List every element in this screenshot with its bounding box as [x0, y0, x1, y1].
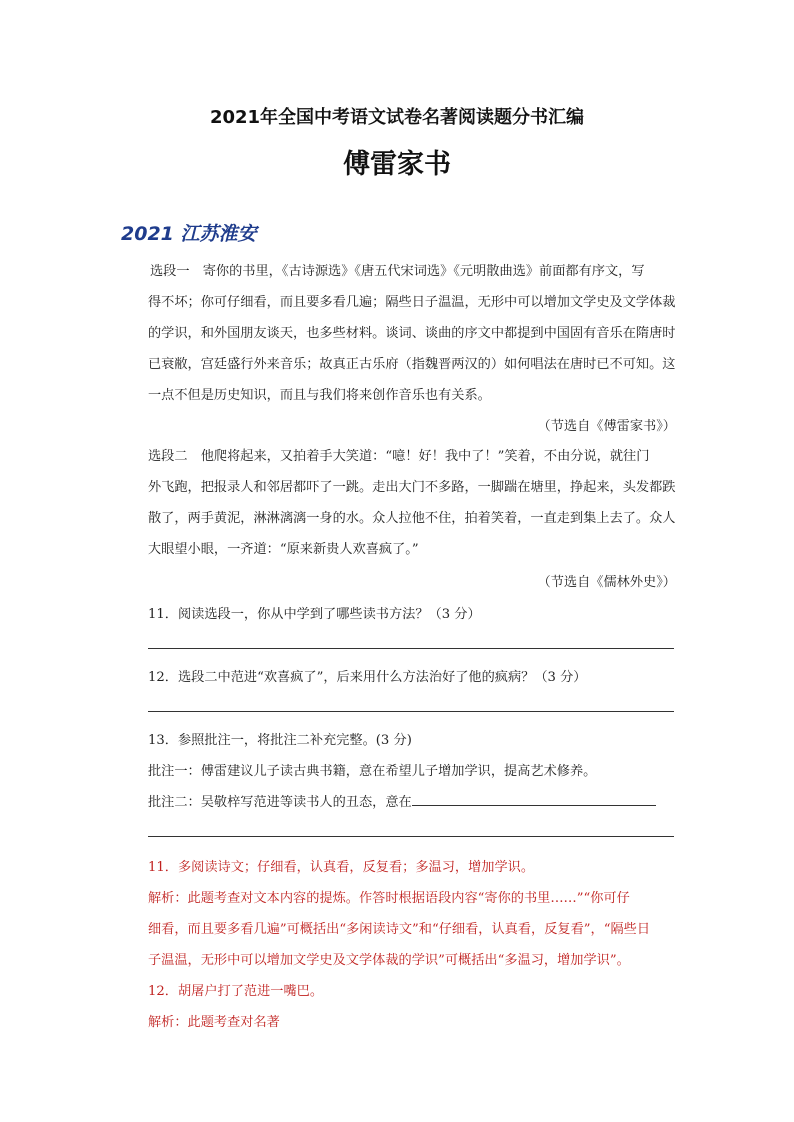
annotation-1: 批注一：傅雷建议儿子读古典书籍，意在希望儿子增加学识，提高艺术修养。 [148, 764, 597, 779]
annotation-2-text: 批注二：吴敬梓写范进等读书人的丑态，意在 [148, 795, 412, 810]
passage-1-line: 得不坏；你可仔细看，而且要多看几遍；隔些日子温温，无形中可以增加文学史及文学体裁 [148, 295, 676, 310]
passage-2-source: （节选自《儒林外史》） [537, 575, 676, 590]
passage-2-line: 散了，两手黄泥，淋淋漓漓一身的水。众人拉他不住，拍着笑着，一直走到集上去了。众人 [148, 511, 676, 526]
passage-1 [148, 256, 676, 411]
passage-2-line: 选段二 他爬将起来，又拍着手大笑道：“噫！好！我中了！”笑着，不由分说，就往门 [148, 449, 650, 464]
answer-blank[interactable] [412, 793, 656, 806]
passage-2 [148, 441, 676, 565]
passage-2-line: 大眼望小眼，一齐道：“原来新贵人欢喜疯了。” [148, 542, 419, 557]
passage-1-line: 已衰敝，宫廷盛行外来音乐；故真正古乐府（指魏晋两汉的）如何唱法在唐时已不可知。这 [148, 357, 676, 372]
passage-1-source: （节选自《傅雷家书》） [537, 419, 676, 434]
passage-2-line: 外飞跑，把报录人和邻居都吓了一跳。走出大门不多路，一脚踹在塘里，挣起来，头发都跌 [148, 480, 676, 495]
question-12: 12．选段二中范进“欢喜疯了”，后来用什么方法治好了他的疯病？（3 分） [148, 670, 587, 685]
book-title: 傅雷家书 [343, 149, 451, 180]
answer-line[interactable] [148, 711, 674, 712]
passage-1-line: 一点不但是历史知识，而且与我们将来创作音乐也有关系。 [148, 388, 491, 403]
document-title: 2021年全国中考语文试卷名著阅读题分书汇编 [209, 107, 585, 128]
answer-line[interactable] [148, 836, 674, 837]
annotation-2 [148, 791, 656, 810]
section-heading: 2021 江苏淮安 [121, 223, 257, 245]
question-13: 13．参照批注一，将批注二补充完整。(3 分) [148, 733, 412, 748]
analysis-12: 解析：此题考查对名著 [148, 1015, 280, 1030]
passage-1-line: 的学识，和外国朋友谈天，也多些材料。谈词、谈曲的序文中都提到中国固有音乐在隋唐时 [148, 326, 676, 341]
analysis-11-line: 解析：此题考查对文本内容的提炼。作答时根据语段内容“寄你的书里……”“你可仔 [148, 891, 630, 906]
answer-section [148, 852, 676, 1038]
passage-1-line: 选段一 寄你的书里，《古诗源选》《唐五代宋词选》《元明散曲选》前面都有序文，写 [150, 264, 645, 279]
answer-11: 11．多阅读诗文；仔细看，认真看，反复看；多温习，增加学识。 [148, 860, 535, 875]
answer-line[interactable] [148, 648, 674, 649]
question-11: 11．阅读选段一，你从中学到了哪些读书方法？（3 分） [148, 607, 481, 622]
analysis-11-line: 子温温，无形中可以增加文学史及文学体裁的学识”可概括出“多温习，增加学识”。 [148, 953, 630, 968]
answer-12: 12．胡屠户打了范进一嘴巴。 [148, 984, 324, 999]
analysis-11-line: 细看，而且要多看几遍”可概括出“多闲读诗文”和“仔细看，认真看，反复看”，“隔些日 [148, 922, 651, 937]
